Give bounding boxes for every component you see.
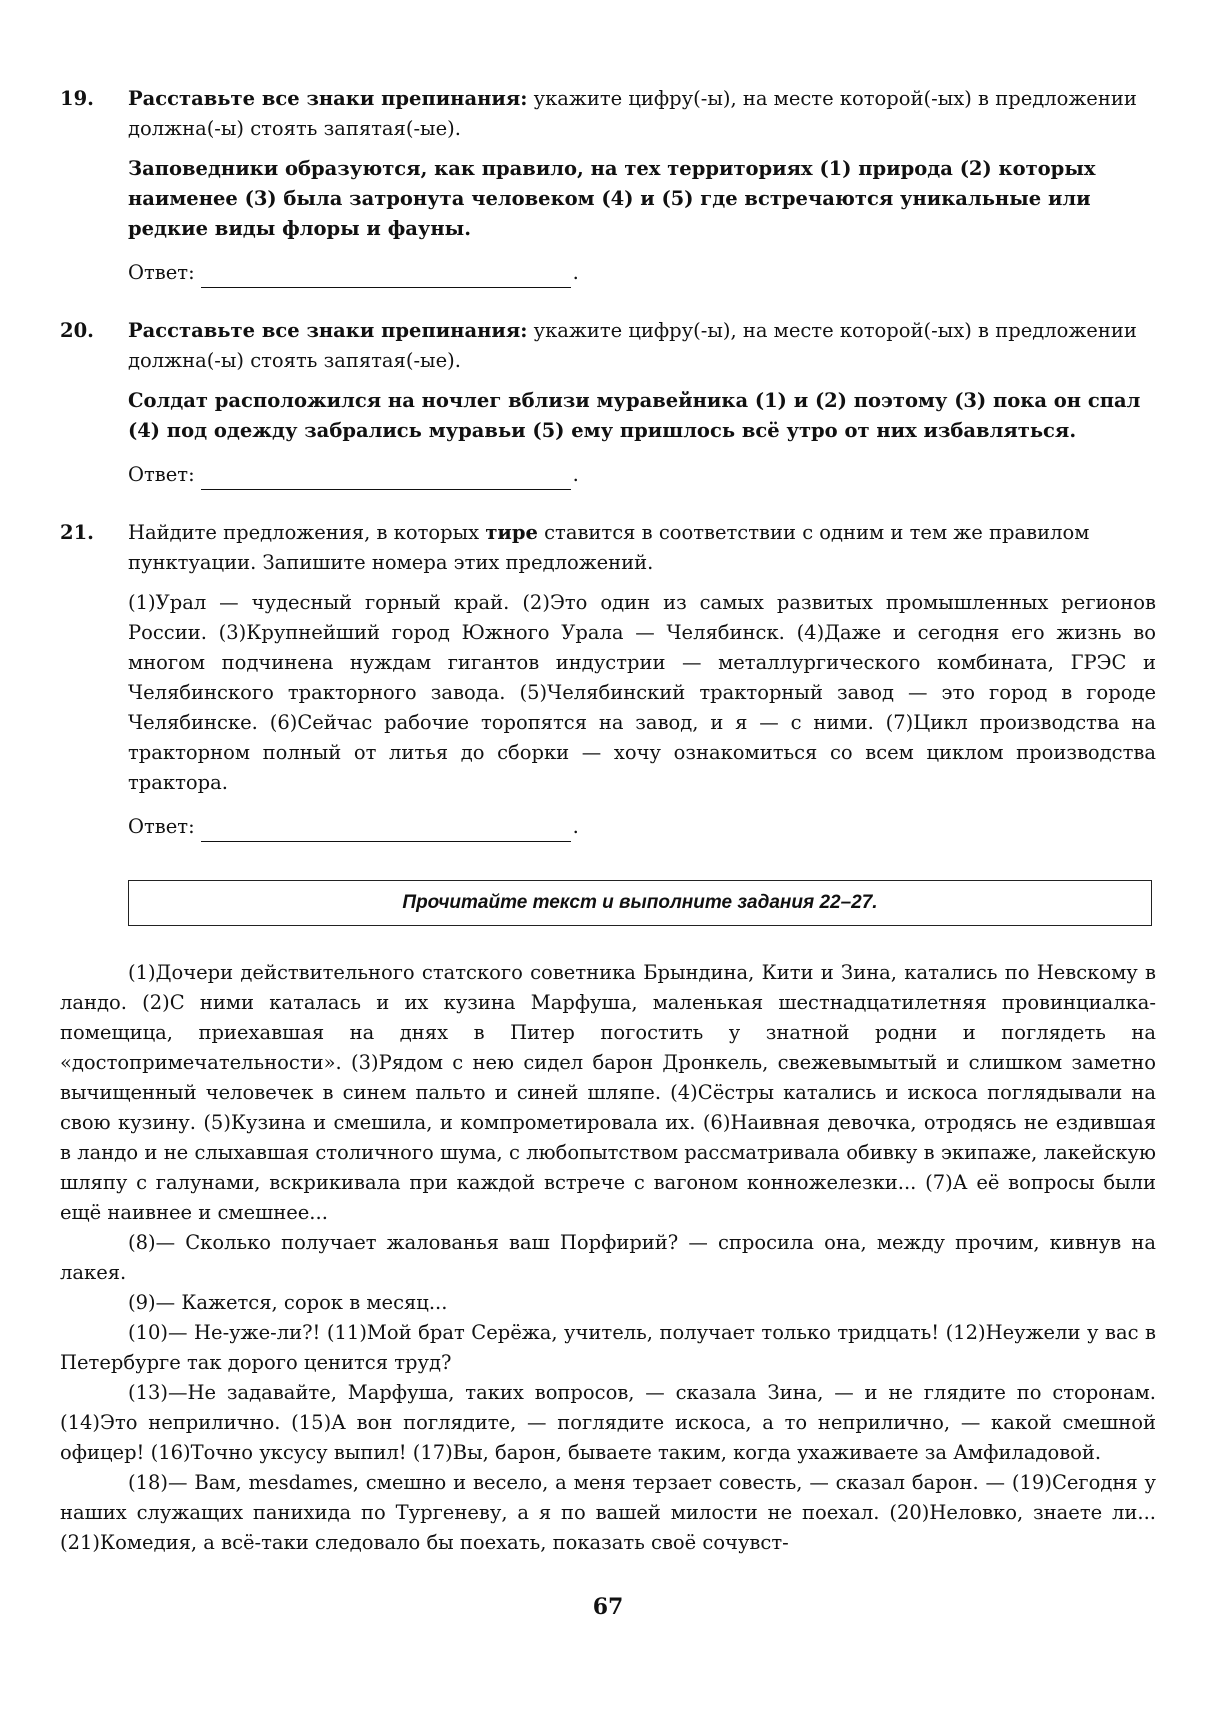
page-number: 67 xyxy=(592,1594,624,1620)
instruction-text: укажите цифру(-ы), на месте которой(-ых) в предложении должна(-ы) стоять запятая(-ые). xyxy=(128,87,1137,140)
answer-field[interactable] xyxy=(201,819,571,842)
task-20 xyxy=(60,316,1156,490)
instruction-text-2: ставится в соответствии с одним и тем же правилом пунктуации. Запишите номера этих предложений. xyxy=(128,521,1090,574)
answer-field[interactable] xyxy=(201,265,571,288)
text-paragraph: (13)—Не задавайте, Марфуша, таких вопросов, — сказала Зина, — и не глядите по сторонам. (14)Это неприлично. (15)А вон поглядите, — поглядите искоса, а то неприлично, — какой смешной офицер! (16)Точно уксусу выпил! (17)Вы, барон, бываете таким, когда ухаживаете за Амфиладовой. xyxy=(60,1381,1156,1464)
text-paragraph: (8)— Сколько получает жалованья ваш Порфирий? — спросила она, между прочим, кивнув на лакея. xyxy=(60,1231,1156,1284)
answer-field[interactable] xyxy=(201,467,571,490)
answer-row: Ответ: . xyxy=(128,258,1156,288)
reading-text xyxy=(60,958,1156,1558)
instruction-text: укажите цифру(-ы), на месте которой(-ых) в предложении должна(-ы) стоять запятая(-ые). xyxy=(128,319,1137,372)
task-instruction xyxy=(128,84,1156,144)
task-passage: (1)Урал — чудесный горный край. (2)Это один из самых развитых промышленных регионов России. (3)Крупнейший город Южного Урала — Челябинск. (4)Даже и сегодня его жизнь во многом подчинена нуждам гигантов индустрии — металлургического комбината, ГРЭС и Челябинского тракторного завода. (5)Челябинский тракторный завод — это город в городе Челябинске. (6)Сейчас рабочие торопятся на завод, и я — с ними. (7)Цикл производства на тракторном полный от литья до сборки — хочу ознакомиться со всем циклом производства трактора. xyxy=(128,591,1156,794)
section-banner: Прочитайте текст и выполните задания 22–27. xyxy=(128,880,1152,926)
task-number: 21. xyxy=(60,521,94,544)
instruction-bold: тире xyxy=(485,521,538,544)
answer-label: Ответ: xyxy=(128,815,195,838)
task-number: 19. xyxy=(60,87,94,110)
answer-row: Ответ: . xyxy=(128,812,1156,842)
task-21 xyxy=(60,518,1156,842)
task-instruction xyxy=(128,518,1156,578)
task-sentence: Заповедники образуются, как правило, на тех территориях (1) природа (2) которых наименее (3) была затронута человеком (4) и (5) где встречаются уникальные или редкие виды флоры и фауны. xyxy=(128,157,1096,240)
task-number: 20. xyxy=(60,319,94,342)
instruction-bold: Расставьте все знаки препинания: xyxy=(128,319,528,342)
answer-label: Ответ: xyxy=(128,261,195,284)
answer-row: Ответ: . xyxy=(128,460,1156,490)
instruction-bold: Расставьте все знаки препинания: xyxy=(128,87,528,110)
instruction-text: Найдите предложения, в которых xyxy=(128,521,486,544)
answer-label: Ответ: xyxy=(128,463,195,486)
text-paragraph: (1)Дочери действительного статского советника Брындина, Кити и Зина, катались по Невскому в ландо. (2)С ними каталась и их кузина Марфуша, маленькая шестнадцатилетняя провинциалка-помещица, приехавшая на днях в Питер погостить у знатной родни и поглядеть на «достопримечательности». (3)Рядом с нею сидел барон Дронкель, свежевымытый и слишком заметно вычищенный человечек в синем пальто и синей шляпе. (4)Сёстры катались и искоса поглядывали на свою кузину. (5)Кузина и смешила, и компрометировала их. (6)Наивная девочка, отродясь не ездившая в ландо и не слыхавшая столичного шума, с любопытством рассматривала обивку в экипаже, лакейскую шляпу с галунами, вскрикивала при каждой встрече с вагоном конножелезки... (7)А её вопросы были ещё наивнее и смешнее... xyxy=(60,961,1156,1224)
task-19 xyxy=(60,84,1156,288)
text-paragraph: (18)— Вам, mesdames, смешно и весело, а меня терзает совесть, — сказал барон. — (19)Сегодня у наших служащих панихида по Тургеневу, а я по вашей милости не поехал. (20)Неловко, знаете ли... (21)Комедия, а всё-таки следовало бы поехать, показать своё сочувст- xyxy=(60,1471,1156,1554)
text-paragraph: (10)— Не-уже-ли?! (11)Мой брат Серёжа, учитель, получает только тридцать! (12)Неужели у вас в Петербурге так дорого ценится труд? xyxy=(60,1321,1156,1374)
task-sentence: Солдат расположился на ночлег вблизи муравейника (1) и (2) поэтому (3) пока он спал (4) под одежду забрались муравьи (5) ему пришлось всё утро от них избавляться. xyxy=(128,389,1141,442)
task-instruction xyxy=(128,316,1156,376)
text-paragraph: (9)— Кажется, сорок в месяц... xyxy=(128,1291,448,1314)
